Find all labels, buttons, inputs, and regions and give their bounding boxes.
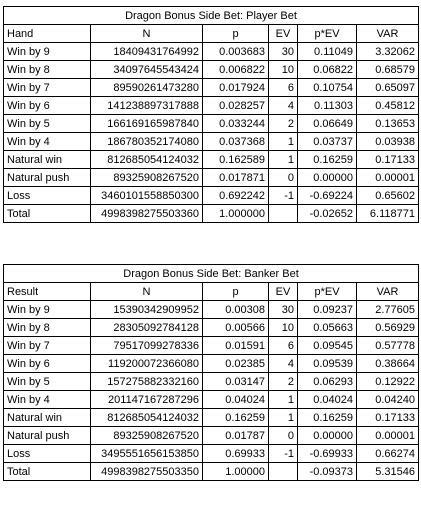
- player-cell: 186780352174080: [91, 133, 203, 151]
- player-cell: Natural win: [4, 151, 91, 169]
- banker-cell: 812685054124032: [91, 409, 203, 427]
- player-cell: 0.06822: [298, 61, 357, 79]
- player-cell: 4998398275503360: [91, 205, 203, 223]
- player-cell: 0.13653: [357, 115, 419, 133]
- player-cell: 0.162589: [203, 151, 269, 169]
- banker-column-header: VAR: [357, 283, 419, 301]
- banker-cell: 0.66274: [357, 445, 419, 463]
- banker-bet-body: [4, 265, 419, 481]
- banker-column-header: N: [91, 283, 203, 301]
- banker-cell: [269, 463, 298, 481]
- player-cell: 0.17133: [357, 151, 419, 169]
- banker-cell: 0.02385: [203, 355, 269, 373]
- banker-column-header: p: [203, 283, 269, 301]
- player-cell: 0.692242: [203, 187, 269, 205]
- player-cell: 89325908267520: [91, 169, 203, 187]
- player-cell: -0.02652: [298, 205, 357, 223]
- table-row: [4, 373, 419, 391]
- player-cell: 0.16259: [298, 151, 357, 169]
- player-cell: 0.00001: [357, 169, 419, 187]
- player-cell: [269, 205, 298, 223]
- player-column-header: p: [203, 25, 269, 43]
- banker-cell: 4: [269, 355, 298, 373]
- table-row: [4, 79, 419, 97]
- banker-cell: 201147167287296: [91, 391, 203, 409]
- table-row: [4, 151, 419, 169]
- table-row: [4, 133, 419, 151]
- table-row: [4, 355, 419, 373]
- banker-cell: 0.09545: [298, 337, 357, 355]
- player-table-title: Dragon Bonus Side Bet: Player Bet: [4, 7, 419, 25]
- banker-cell: 0.00000: [298, 427, 357, 445]
- player-cell: 1: [269, 133, 298, 151]
- player-cell: 1: [269, 151, 298, 169]
- player-cell: 30: [269, 43, 298, 61]
- player-cell: Win by 4: [4, 133, 91, 151]
- table-row: [4, 463, 419, 481]
- banker-cell: 89325908267520: [91, 427, 203, 445]
- banker-cell: 10: [269, 319, 298, 337]
- banker-column-header: EV: [269, 283, 298, 301]
- banker-cell: 1: [269, 409, 298, 427]
- player-cell: 0.11049: [298, 43, 357, 61]
- table-row: [4, 187, 419, 205]
- banker-cell: 1.00000: [203, 463, 269, 481]
- player-cell: 10: [269, 61, 298, 79]
- player-cell: Win by 6: [4, 97, 91, 115]
- banker-cell: 0.06293: [298, 373, 357, 391]
- player-cell: 812685054124032: [91, 151, 203, 169]
- player-cell: 0.037368: [203, 133, 269, 151]
- player-cell: Win by 9: [4, 43, 91, 61]
- banker-cell: 5.31546: [357, 463, 419, 481]
- player-cell: Natural push: [4, 169, 91, 187]
- banker-cell: -0.69933: [298, 445, 357, 463]
- banker-cell: 0.04024: [298, 391, 357, 409]
- banker-cell: 1: [269, 391, 298, 409]
- player-cell: 34097645543424: [91, 61, 203, 79]
- player-column-header: N: [91, 25, 203, 43]
- player-cell: 0: [269, 169, 298, 187]
- banker-column-header: Result: [4, 283, 91, 301]
- table-row: [4, 61, 419, 79]
- player-column-header: Hand: [4, 25, 91, 43]
- banker-cell: Win by 6: [4, 355, 91, 373]
- banker-cell: Win by 8: [4, 319, 91, 337]
- table-row: [4, 337, 419, 355]
- banker-title-row: [4, 265, 419, 283]
- banker-cell: 0.00001: [357, 427, 419, 445]
- table-row: [4, 445, 419, 463]
- banker-bet-table: [3, 264, 419, 481]
- player-cell: 0.033244: [203, 115, 269, 133]
- banker-cell: 0.09237: [298, 301, 357, 319]
- banker-cell: 157275882332160: [91, 373, 203, 391]
- banker-cell: 28305092784128: [91, 319, 203, 337]
- banker-cell: Natural push: [4, 427, 91, 445]
- player-cell: 0.45812: [357, 97, 419, 115]
- table-row: [4, 43, 419, 61]
- table-row: [4, 409, 419, 427]
- player-cell: 0.03938: [357, 133, 419, 151]
- table-row: [4, 319, 419, 337]
- player-cell: 0.06649: [298, 115, 357, 133]
- banker-cell: 0.56929: [357, 319, 419, 337]
- player-cell: 0.10754: [298, 79, 357, 97]
- player-cell: Win by 8: [4, 61, 91, 79]
- player-cell: 0.028257: [203, 97, 269, 115]
- player-cell: 18409431764992: [91, 43, 203, 61]
- banker-cell: 15390342909952: [91, 301, 203, 319]
- player-title-row: [4, 7, 419, 25]
- banker-cell: 3495551656153850: [91, 445, 203, 463]
- banker-cell: 0.09539: [298, 355, 357, 373]
- banker-cell: Win by 7: [4, 337, 91, 355]
- banker-cell: 0.16259: [203, 409, 269, 427]
- banker-cell: 2: [269, 373, 298, 391]
- player-cell: 6: [269, 79, 298, 97]
- table-row: [4, 169, 419, 187]
- player-cell: 0.65097: [357, 79, 419, 97]
- banker-cell: 0.16259: [298, 409, 357, 427]
- player-cell: 0.003683: [203, 43, 269, 61]
- table-row: [4, 97, 419, 115]
- banker-cell: Total: [4, 463, 91, 481]
- banker-cell: 0.03147: [203, 373, 269, 391]
- banker-cell: 0.38664: [357, 355, 419, 373]
- player-cell: Win by 7: [4, 79, 91, 97]
- banker-cell: 0.17133: [357, 409, 419, 427]
- banker-cell: 0.04240: [357, 391, 419, 409]
- banker-cell: Win by 9: [4, 301, 91, 319]
- banker-cell: 0.12922: [357, 373, 419, 391]
- player-cell: Total: [4, 205, 91, 223]
- player-cell: 3460101558850300: [91, 187, 203, 205]
- player-bet-body: [4, 7, 419, 223]
- player-cell: 4: [269, 97, 298, 115]
- player-cell: 0.03737: [298, 133, 357, 151]
- player-column-header: VAR: [357, 25, 419, 43]
- banker-cell: -1: [269, 445, 298, 463]
- banker-cell: 79517099278336: [91, 337, 203, 355]
- banker-cell: 0: [269, 427, 298, 445]
- banker-cell: 0.57778: [357, 337, 419, 355]
- banker-cell: 0.01787: [203, 427, 269, 445]
- player-cell: 1.000000: [203, 205, 269, 223]
- player-column-header: p*EV: [298, 25, 357, 43]
- player-cell: -1: [269, 187, 298, 205]
- banker-header-row: [4, 283, 419, 301]
- player-cell: 166169165987840: [91, 115, 203, 133]
- player-cell: Loss: [4, 187, 91, 205]
- player-cell: 89590261473280: [91, 79, 203, 97]
- player-cell: 0.11303: [298, 97, 357, 115]
- player-cell: Win by 5: [4, 115, 91, 133]
- banker-cell: 4998398275503350: [91, 463, 203, 481]
- banker-cell: Natural win: [4, 409, 91, 427]
- banker-cell: 6: [269, 337, 298, 355]
- banker-cell: Win by 5: [4, 373, 91, 391]
- player-cell: 0.017924: [203, 79, 269, 97]
- player-header-row: [4, 25, 419, 43]
- table-row: [4, 115, 419, 133]
- banker-cell: 0.00308: [203, 301, 269, 319]
- player-cell: -0.69224: [298, 187, 357, 205]
- player-cell: 6.118771: [357, 205, 419, 223]
- banker-cell: 0.69933: [203, 445, 269, 463]
- banker-cell: 30: [269, 301, 298, 319]
- player-column-header: EV: [269, 25, 298, 43]
- table-row: [4, 427, 419, 445]
- banker-cell: 2.77605: [357, 301, 419, 319]
- player-cell: 0.017871: [203, 169, 269, 187]
- player-cell: 141238897317888: [91, 97, 203, 115]
- banker-column-header: p*EV: [298, 283, 357, 301]
- player-cell: 2: [269, 115, 298, 133]
- banker-cell: 0.01591: [203, 337, 269, 355]
- banker-cell: 0.04024: [203, 391, 269, 409]
- player-cell: 0.68579: [357, 61, 419, 79]
- table-row: [4, 205, 419, 223]
- player-cell: 0.00000: [298, 169, 357, 187]
- banker-cell: -0.09373: [298, 463, 357, 481]
- banker-cell: Loss: [4, 445, 91, 463]
- player-cell: 3.32062: [357, 43, 419, 61]
- banker-cell: 119200072366080: [91, 355, 203, 373]
- banker-table-title: Dragon Bonus Side Bet: Banker Bet: [4, 265, 419, 283]
- table-row: [4, 301, 419, 319]
- player-cell: 0.65602: [357, 187, 419, 205]
- banker-cell: 0.05663: [298, 319, 357, 337]
- player-bet-table: [3, 6, 419, 223]
- player-cell: 0.006822: [203, 61, 269, 79]
- banker-cell: Win by 4: [4, 391, 91, 409]
- table-row: [4, 391, 419, 409]
- banker-cell: 0.00566: [203, 319, 269, 337]
